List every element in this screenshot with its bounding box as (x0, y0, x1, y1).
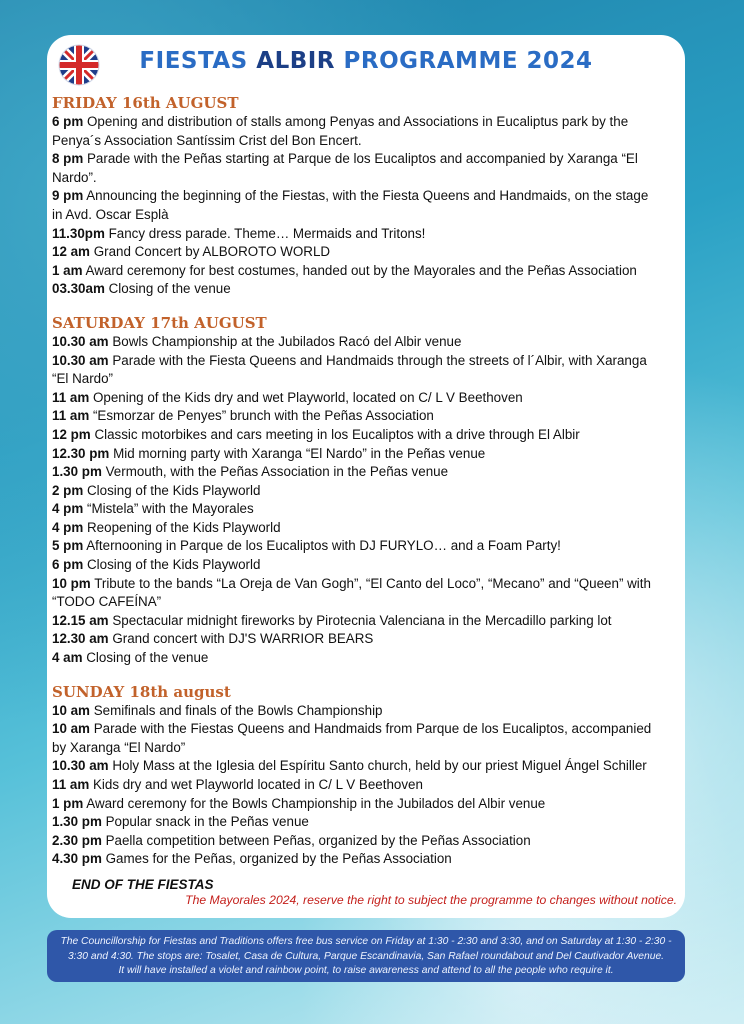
entry-time: 10 am (52, 702, 90, 718)
schedule-entry (52, 702, 662, 721)
day-heading: SUNDAY 18th august (52, 682, 231, 701)
changes-notice: The Mayorales 2024, reserve the right to subject the programme to changes without notice. (185, 893, 677, 907)
title-part-fiestas: FIESTAS (139, 48, 248, 74)
day-heading: SATURDAY 17th AUGUST (52, 313, 267, 332)
entry-time: 10.30 am (52, 758, 109, 774)
entry-time: 4 am (52, 650, 83, 666)
schedule-entry (52, 757, 662, 776)
entry-description: Closing of the Kids Playworld (87, 482, 261, 498)
entry-description: Spectacular midnight fireworks by Pirotecnia Valenciana in the Mercadillo parking lot (112, 612, 612, 628)
schedule-entry (52, 225, 662, 244)
schedule-entry (52, 150, 662, 187)
schedule-entry (52, 649, 662, 668)
schedule-entry (52, 352, 662, 389)
schedule-entry (52, 243, 662, 262)
entry-time: 12 am (52, 244, 90, 260)
end-of-fiestas: END OF THE FIESTAS (72, 877, 214, 892)
entry-time: 2.30 pm (52, 832, 102, 848)
schedule-entry (52, 776, 662, 795)
entry-time: 8 pm (52, 151, 84, 167)
entry-time: 12.15 am (52, 612, 109, 628)
entry-description: “Esmorzar de Penyes” brunch with the Peñas Association (92, 408, 434, 424)
schedule-entry (52, 556, 662, 575)
entry-description: Reopening of the Kids Playworld (87, 519, 281, 535)
programme-card (47, 35, 685, 918)
entry-time: 1.30 pm (52, 464, 102, 480)
entry-time: 10.30 am (52, 333, 109, 349)
entry-description: Parade with the Fiestas Queens and Handmaids from Parque de los Eucaliptos, accompanied by Xaranga “El Nardo” (52, 721, 652, 755)
entry-description: Award ceremony for the Bowls Championship in the Jubilados del Albir venue (86, 795, 546, 811)
entry-description: Popular snack in the Peñas venue (105, 814, 309, 830)
entry-time: 2 pm (52, 482, 84, 498)
schedule-entry (52, 426, 662, 445)
programme-list (52, 93, 662, 869)
entry-time: 10 pm (52, 575, 91, 591)
entry-description: Fancy dress parade. Theme… Mermaids and Tritons! (108, 225, 426, 241)
entry-time: 4.30 pm (52, 851, 102, 867)
schedule-entry (52, 537, 662, 556)
entry-time: 5 pm (52, 538, 84, 554)
bus-info-line: It will have installed a violet and rainbow point, to raise awareness and attend to all the people who require it. (118, 965, 614, 976)
entry-time: 11 am (52, 777, 90, 792)
entry-description: Afternooning in Parque de los Eucaliptos with DJ FURYLO… and a Foam Party! (86, 538, 561, 554)
entry-time: 4 pm (52, 519, 84, 535)
schedule-entry (52, 795, 662, 814)
day-heading: FRIDAY 16th AUGUST (52, 94, 239, 112)
entry-time: 11 am (52, 408, 90, 424)
entry-description: Parade with the Peñas starting at Parque de los Eucaliptos and accompanied by Xaranga “El Nardo”. (52, 151, 638, 185)
entry-description: Announcing the beginning of the Fiestas, with the Fiesta Queens and Handmaids, on the stage in Avd. Oscar Esplà (52, 188, 649, 222)
schedule-entry (52, 445, 662, 464)
schedule-entry (52, 407, 662, 426)
entry-time: 9 pm (52, 188, 84, 204)
entry-description: Opening of the Kids dry and wet Playworld, located on C/ L V Beethoven (92, 389, 523, 405)
schedule-entry (52, 463, 662, 482)
entry-time: 1 am (52, 262, 83, 278)
schedule-entry (52, 813, 662, 832)
page-title (47, 48, 685, 74)
schedule-entry (52, 832, 662, 851)
entry-description: Award ceremony for best costumes, handed out by the Mayorales and the Peñas Association (85, 262, 637, 278)
bus-info-box (47, 930, 685, 982)
entry-description: Kids dry and wet Playworld located in C/ L V Beethoven (92, 777, 423, 792)
entry-description: Grand concert with DJ'S WARRIOR BEARS (112, 631, 374, 647)
entry-time: 11 am (52, 389, 90, 405)
entry-description: Opening and distribution of stalls among Penyas and Associations in Eucaliptus park by the Penya´s Association Santíssim Crist del Bon Encert. (52, 114, 629, 148)
schedule-entry (52, 720, 662, 757)
title-part-programme: PROGRAMME 2024 (343, 48, 593, 74)
title-part-albir: ALBIR (256, 48, 336, 74)
schedule-entry (52, 612, 662, 631)
entry-description: Vermouth, with the Peñas Association in the Peñas venue (105, 464, 449, 480)
entry-description: Closing of the venue (86, 650, 209, 666)
entry-time: 6 pm (52, 114, 84, 129)
bus-info-line: 3:30 and 4:30. The stops are: Tosalet, Casa de Cultura, Parque Escandinavia, San Rafael roundabout and Del Cautivador Avenue. (67, 950, 665, 962)
schedule-entry (52, 280, 662, 299)
schedule-entry (52, 333, 662, 352)
entry-time: 4 pm (52, 501, 84, 517)
entry-description: Closing of the Kids Playworld (87, 557, 261, 573)
entry-time: 11.30pm (52, 225, 105, 241)
schedule-entry (52, 519, 662, 538)
entry-time: 12.30 am (52, 631, 109, 647)
entry-description: Semifinals and finals of the Bowls Championship (93, 702, 383, 718)
entry-time: 10.30 am (52, 352, 109, 368)
entry-description: Paella competition between Peñas, organized by the Peñas Association (105, 832, 531, 848)
entry-time: 6 pm (52, 557, 84, 573)
entry-description: Tribute to the bands “La Oreja de Van Gogh”, “El Canto del Loco”, “Mecano” and “Queen” with “TODO CAFEÍNA” (52, 575, 651, 610)
schedule-entry (52, 187, 662, 224)
schedule-entry (52, 389, 662, 408)
entry-time: 10 am (52, 721, 90, 737)
entry-description: Closing of the venue (108, 281, 231, 297)
schedule-entry (52, 630, 662, 649)
schedule-entry (52, 500, 662, 519)
entry-description: Games for the Peñas, organized by the Peñas Association (105, 851, 452, 867)
entry-time: 12.30 pm (52, 445, 110, 461)
entry-description: Bowls Championship at the Jubilados Racó del Albir venue (112, 333, 462, 349)
schedule-entry (52, 482, 662, 501)
entry-description: Grand Concert by ALBOROTO WORLD (93, 244, 331, 260)
schedule-entry (52, 850, 662, 869)
entry-time: 03.30am (52, 281, 105, 297)
entry-description: Mid morning party with Xaranga “El Nardo” in the Peñas venue (113, 445, 486, 461)
entry-time: 1 pm (52, 795, 84, 811)
entry-description: Holy Mass at the Iglesia del Espíritu Santo church, held by our priest Miguel Ángel Schiller (112, 758, 647, 774)
entry-description: Parade with the Fiesta Queens and Handmaids through the streets of l´Albir, with Xaranga “El Nardo” (52, 352, 647, 387)
entry-time: 12 pm (52, 426, 91, 442)
entry-description: Classic motorbikes and cars meeting in los Eucaliptos with a drive through El Albir (94, 426, 580, 442)
entry-time: 1.30 pm (52, 814, 102, 830)
schedule-entry (52, 113, 662, 150)
schedule-entry (52, 575, 662, 612)
entry-description: “Mistela” with the Mayorales (87, 501, 254, 517)
bus-info-line: The Councillorship for Fiestas and Traditions offers free bus service on Friday at 1:30 - 2:30 and 3:30, and on Saturday at 1:30 - 2:30 - (60, 936, 672, 947)
schedule-entry (52, 262, 662, 281)
